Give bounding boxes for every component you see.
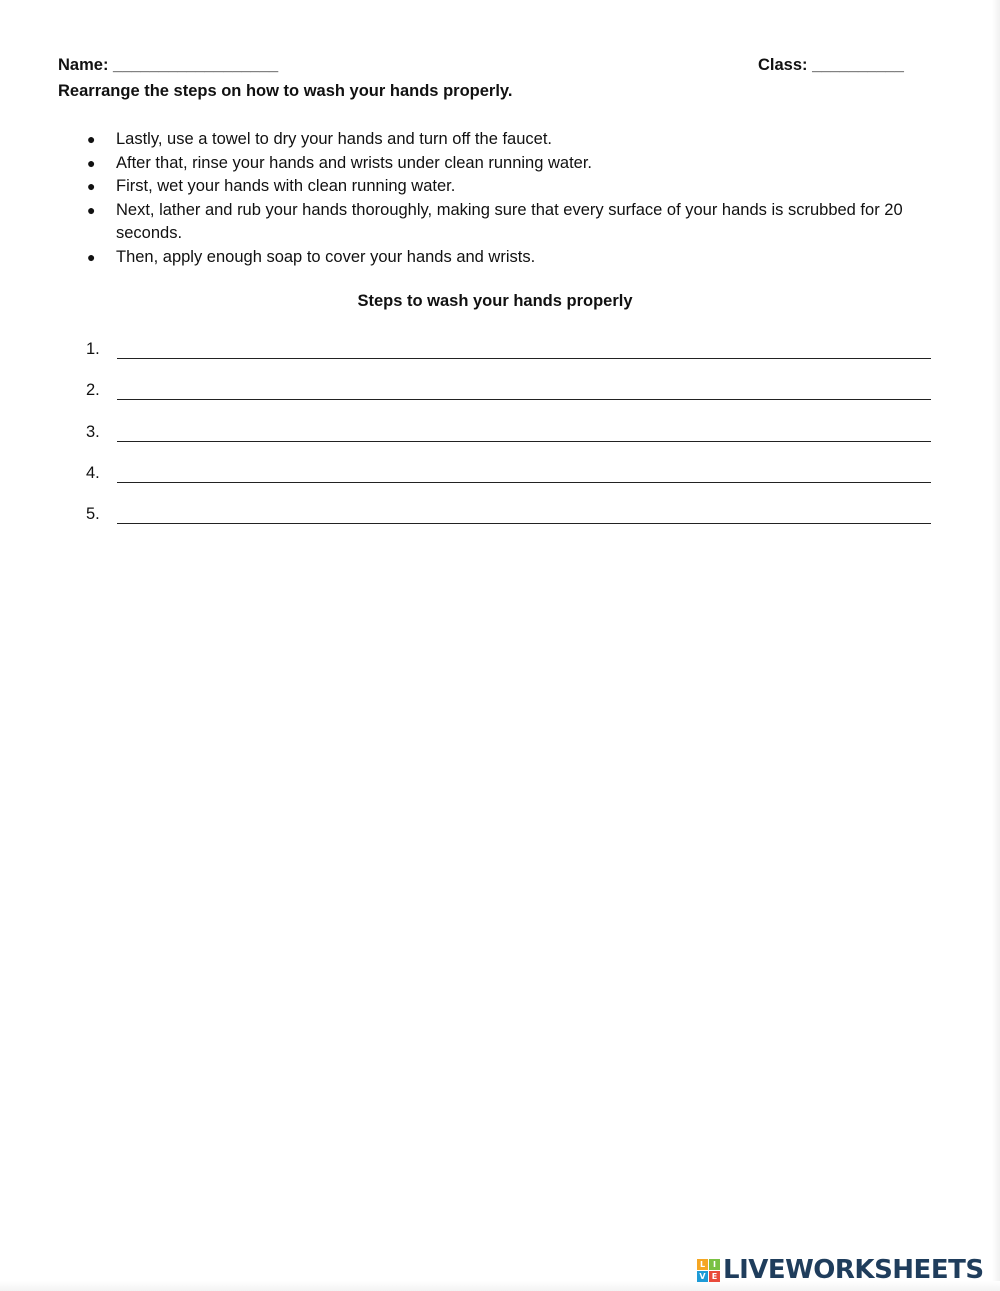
answer-number: 2. <box>86 381 100 400</box>
bullet-icon: ● <box>87 201 96 218</box>
logo-text: LIVEWORKSHEETS <box>723 1255 984 1285</box>
list-item <box>86 152 926 176</box>
step-text: First, wet your hands with clean running water. <box>116 177 456 195</box>
list-item <box>86 175 926 199</box>
step-text: Then, apply enough soap to cover your hands and wrists. <box>116 247 536 266</box>
step-text: Next, lather and rub your hands thoroughly, making sure that every surface of your hands is scrubbed for 20 seconds. <box>116 200 903 242</box>
logo-mark-letter: I <box>709 1259 720 1270</box>
name-field-label: Name: __________________ <box>58 56 279 74</box>
step-text: Lastly, use a towel to dry your hands and turn off the faucet. <box>116 130 552 148</box>
answer-blank-line[interactable] <box>117 482 931 483</box>
bullet-icon: ● <box>87 178 96 194</box>
bullet-icon: ● <box>87 154 96 171</box>
bullet-icon: ● <box>87 248 96 265</box>
answer-number: 1. <box>86 340 100 358</box>
instruction-text: Rearrange the steps on how to wash your hands properly. <box>58 82 513 100</box>
answer-blank-line[interactable] <box>117 441 931 442</box>
answer-number: 4. <box>86 463 100 482</box>
logo-mark-letter: L <box>697 1259 708 1270</box>
bullet-icon: ● <box>87 131 96 147</box>
step-text: After that, rinse your hands and wrists under clean running water. <box>116 153 593 172</box>
answer-row <box>86 340 931 381</box>
answer-section-title: Steps to wash your hands properly <box>357 292 633 310</box>
logo-mark-letter: V <box>697 1271 708 1282</box>
list-item <box>86 246 926 270</box>
answer-number: 3. <box>86 422 100 441</box>
answer-row <box>86 464 931 505</box>
page-edge-shadow <box>992 0 1000 1291</box>
answer-lines-list <box>86 340 931 546</box>
answer-row <box>86 423 931 464</box>
answer-blank-line[interactable] <box>117 523 931 524</box>
jumbled-steps-list <box>86 128 926 269</box>
answer-row <box>86 505 931 546</box>
liveworksheets-logo <box>697 1256 984 1284</box>
answer-number: 5. <box>86 505 100 524</box>
answer-blank-line[interactable] <box>117 399 931 400</box>
logo-mark-icon <box>697 1259 720 1282</box>
list-item <box>86 199 926 246</box>
list-item <box>86 128 926 152</box>
class-field-label: Class: __________ <box>758 56 904 74</box>
logo-mark-letter: E <box>709 1271 720 1282</box>
answer-blank-line[interactable] <box>117 358 931 359</box>
answer-row <box>86 381 931 422</box>
header-row <box>58 56 928 78</box>
